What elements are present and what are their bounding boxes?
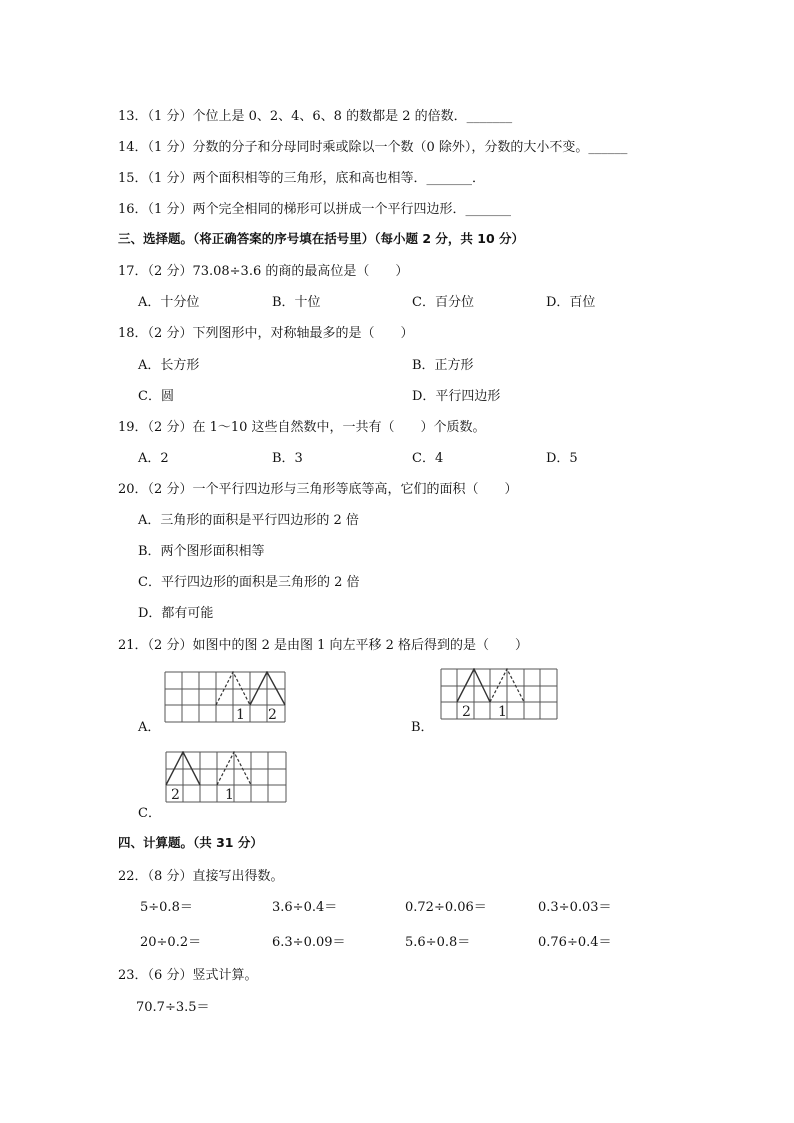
question-20-stem: 20．（2 分）一个平行四边形与三角形等底等高，它们的面积（ ） (118, 482, 518, 497)
q18-option-a: A．长方形 (138, 358, 200, 373)
section-heading-calc: 四、计算题。（共 31 分） (118, 835, 263, 850)
q23-expression: 70.7÷3.5＝ (136, 1000, 210, 1015)
q21-figure-b (440, 668, 558, 720)
section-heading-choice: 三、选择题。（将正确答案的序号填在括号里）（每小题 2 分，共 10 分） (118, 231, 525, 246)
question-18-stem: 18．（2 分）下列图形中，对称轴最多的是（ ） (118, 326, 414, 341)
question-13: 13．（1 分）个位上是 0、2、4、6、8 的数都是 2 的倍数．_______ (118, 109, 513, 124)
q21-a-fig2-number: 2 (268, 707, 277, 723)
q19-option-d: D．5 (546, 451, 578, 466)
q21-figure-c (165, 751, 287, 803)
question-22-stem: 22．（8 分）直接写出得数。 (118, 869, 284, 884)
q21-label-b: B． (411, 720, 434, 735)
q22-item-2: 3.6÷0.4＝ (272, 900, 338, 915)
q20-option-c: C．平行四边形的面积是三角形的 2 倍 (138, 575, 360, 590)
question-19-stem: 19．（2 分）在 1～10 这些自然数中，一共有（ ）个质数。 (118, 420, 486, 435)
question-14: 14．（1 分）分数的分子和分母同时乘或除以一个数（0 除外），分数的大小不变。______ (118, 140, 628, 155)
q21-b-fig1-number: 1 (498, 704, 507, 720)
q22-item-3: 0.72÷0.06＝ (405, 900, 487, 915)
q22-item-5: 20÷0.2＝ (140, 935, 202, 950)
q21-b-fig2-number: 2 (462, 704, 471, 720)
q22-item-4: 0.3÷0.03＝ (538, 900, 612, 915)
q19-option-a: A．2 (138, 451, 169, 466)
q22-item-7: 5.6÷0.8＝ (405, 935, 471, 950)
q17-option-b: B．十位 (272, 295, 321, 310)
q18-option-c: C．圆 (138, 389, 174, 404)
q17-option-c: C．百分位 (412, 295, 474, 310)
q21-c-fig1-number: 1 (225, 787, 234, 803)
q18-option-b: B．正方形 (412, 358, 474, 373)
question-17-stem: 17．（2 分）73.08÷3.6 的商的最高位是（ ） (118, 264, 409, 279)
q17-option-d: D．百位 (546, 295, 596, 310)
q21-c-fig2-number: 2 (171, 787, 180, 803)
q21-figure-a (164, 671, 286, 723)
q17-option-a: A．十分位 (138, 295, 200, 310)
question-21-stem: 21．（2 分）如图中的图 2 是由图 1 向左平移 2 格后得到的是（ ） (118, 638, 529, 653)
q20-option-a: A．三角形的面积是平行四边形的 2 倍 (138, 513, 359, 528)
q22-item-1: 5÷0.8＝ (140, 900, 193, 915)
q22-item-8: 0.76÷0.4＝ (538, 935, 612, 950)
q19-option-c: C．4 (412, 451, 444, 466)
q21-a-fig1-number: 1 (236, 707, 245, 723)
question-15: 15．（1 分）两个面积相等的三角形，底和高也相等．_______． (118, 171, 485, 186)
q20-option-d: D．都有可能 (138, 606, 214, 621)
q21-label-a: A． (138, 720, 161, 735)
q22-item-6: 6.3÷0.09＝ (272, 935, 346, 950)
q19-option-b: B．3 (272, 451, 303, 466)
question-16: 16．（1 分）两个完全相同的梯形可以拼成一个平行四边形．_______ (118, 202, 511, 217)
q20-option-b: B．两个图形面积相等 (138, 544, 265, 559)
q21-label-c: C． (138, 806, 161, 821)
question-23-stem: 23．（6 分）竖式计算。 (118, 968, 258, 983)
q18-option-d: D．平行四边形 (412, 389, 501, 404)
